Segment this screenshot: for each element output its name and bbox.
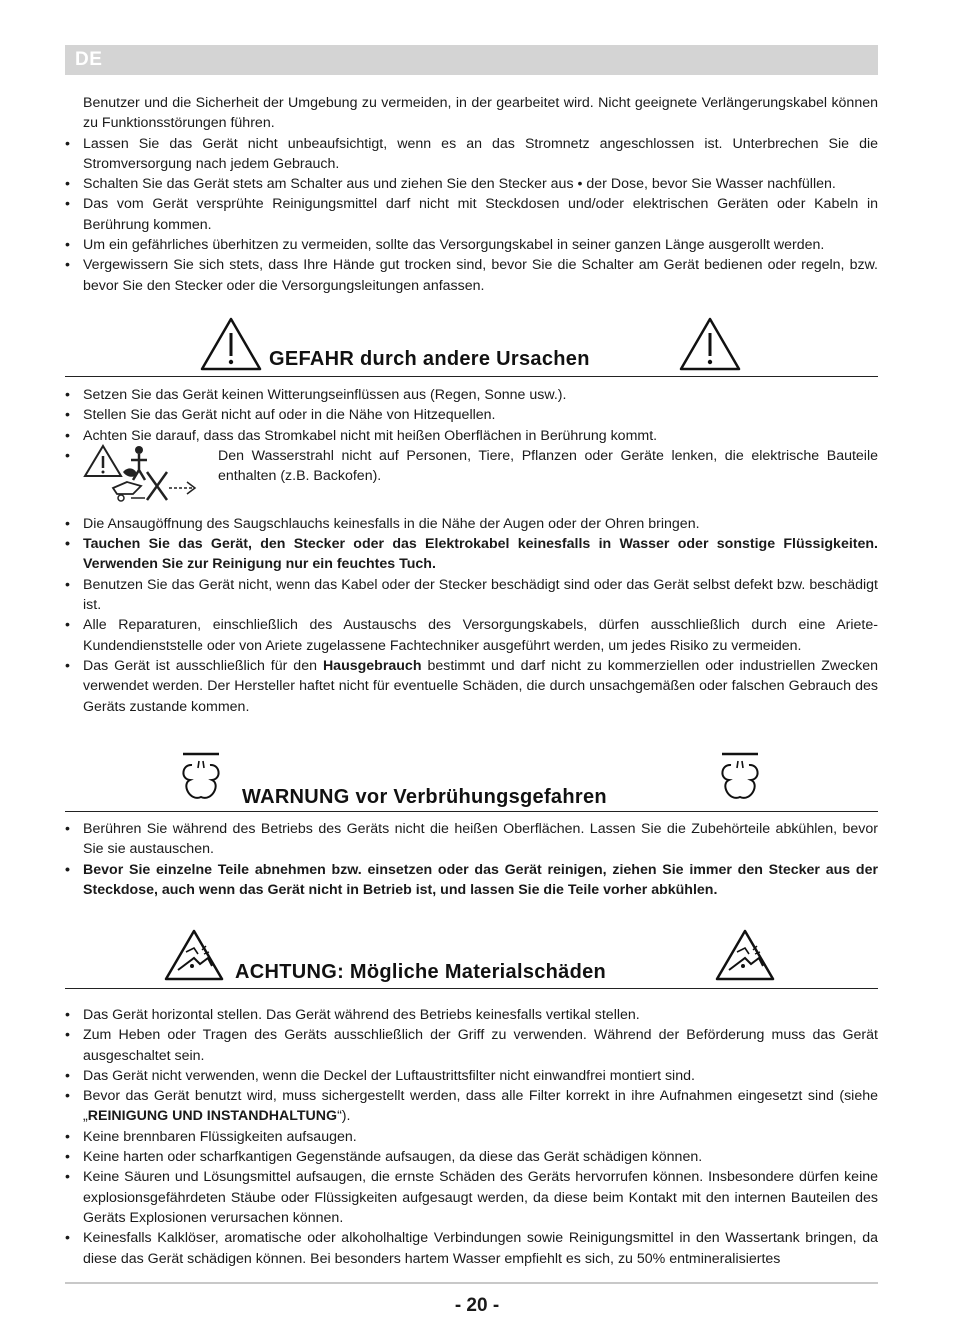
section-heading-material-damage xyxy=(65,925,878,989)
list-item: • Lassen Sie das Gerät nicht unbeaufsichtigt, wenn es an das Stromnetz angeschlossen ist. Unterbrechen Sie die Stromversorgung nach jedem Gebrauch. xyxy=(65,134,878,175)
page-number: - 20 - xyxy=(454,1295,500,1316)
section-heading-scald-warning xyxy=(65,748,878,812)
list-item: • Keinesfalls Kalklöser, aromatische oder alkoholhaltige Verbindungen sowie Reinigungsmittel in den Wassertank bringen, da diese das Gerät schädigen können. Bei besonders hartem Wasser empfiehlt es sich, zu 50% entmineralisiertes xyxy=(65,1228,878,1269)
danger-list-a xyxy=(65,385,878,717)
list-item: • Berühren Sie während des Betriebs des Geräts nicht die heißen Oberflächen. Lassen Sie die Zubehörteile abkühlen, bevor Sie sie austauschen. xyxy=(65,819,878,860)
warning-triangle-icon xyxy=(199,316,263,372)
list-item: • Keine brennbaren Flüssigkeiten aufsaugen. xyxy=(65,1127,878,1147)
list-item: • Stellen Sie das Gerät nicht auf oder in die Nähe von Hitzequellen. xyxy=(65,405,878,425)
material-damage-warning-icon xyxy=(715,928,775,982)
section-heading-danger xyxy=(65,312,878,377)
scald-section-body xyxy=(65,819,878,900)
list-item: • Achten Sie darauf, dass das Stromkabel nicht mit heißen Oberflächen in Berührung kommt. xyxy=(65,426,878,446)
section-title: GEFAHR durch andere Ursachen xyxy=(269,348,590,370)
intro-section xyxy=(65,93,878,296)
icon-item-text: • Den Wasserstrahl nicht auf Personen, Tiere, Pflanzen oder Geräte lenken, die elektrische Bauteile enthalten (z.B. Backofen). xyxy=(218,447,878,485)
list-item: • Alle Reparaturen, einschließlich des Austauschs des Versorgungskabels, dürfen ausschließlich durch eine Ariete-Kundendienststelle oder von Ariete zugelassene Fachtechniker ausgeführt werden, um jedes Risiko zu vermeiden. xyxy=(65,615,878,656)
hot-surface-steam-icon xyxy=(177,751,225,805)
list-item-with-icon xyxy=(65,446,878,514)
section-title: WARNUNG vor Verbrühungsgefahren xyxy=(242,786,607,808)
text-run: Bevor das Gerät benutzt wird, muss sichergestellt werden, dass alle Filter korrekt in ihre Aufnahmen eingesetzt sind (siehe „ xyxy=(83,1088,878,1125)
list-item: • Setzen Sie das Gerät keinen Witterungseinflüssen aus (Regen, Sonne usw.). xyxy=(65,385,878,405)
no-spray-on-people-icon xyxy=(83,442,203,506)
list-item-bold: • Tauchen Sie das Gerät, den Stecker oder das Elektrokabel keinesfalls in Wasser oder sonstige Flüssigkeiten. Verwenden Sie zur Reinigung nur ein feuchtes Tuch. xyxy=(65,534,878,575)
material-damage-list xyxy=(65,1005,878,1269)
intro-list xyxy=(65,134,878,296)
material-damage-section-body xyxy=(65,1005,878,1269)
list-item: • Das vom Gerät versprühte Reinigungsmittel darf nicht mit Steckdosen und/oder elektrischen Geräten oder Kabeln in Berührung kommen. xyxy=(65,194,878,235)
danger-section-body xyxy=(65,385,878,717)
continuation-paragraph: Benutzer und die Sicherheit der Umgebung zu vermeiden, in der gearbeitet wird. Nicht geeignete Verlängerungskabel können zu Funktionsstörungen führen. xyxy=(83,95,878,132)
list-item: • Um ein gefährliches überhitzen zu vermeiden, sollte das Versorgungskabel in seiner ganzen Länge ausgerollt werden. xyxy=(65,235,878,255)
list-item xyxy=(65,656,878,717)
list-item: • Die Ansaugöffnung des Saugschlauchs keinesfalls in die Nähe der Augen oder der Ohren bringen. xyxy=(65,514,878,534)
list-item: • Vergewissern Sie sich stets, dass Ihre Hände gut trocken sind, bevor Sie die Schalter am Gerät bedienen oder regeln, bzw. bevor Sie den Stecker oder die Versorgungsleitungen anfassen. xyxy=(65,255,878,296)
list-item-bold: • Bevor Sie einzelne Teile abnehmen bzw. einsetzen oder das Gerät reinigen, ziehen Sie immer den Stecker aus der Steckdose, auch wenn das Gerät nicht in Betrieb ist, und lassen Sie die Teile vorher abkühlen. xyxy=(65,860,878,901)
footer-divider xyxy=(65,1282,878,1284)
warning-triangle-icon xyxy=(678,316,742,372)
section-title: ACHTUNG: Mögliche Materialschäden xyxy=(235,961,607,983)
text-run-bold: REINIGUNG UND INSTANDHALTUNG xyxy=(87,1108,338,1125)
material-damage-warning-icon xyxy=(164,928,224,982)
language-code: DE xyxy=(75,49,103,70)
text-run-bold: Hausgebrauch xyxy=(322,657,422,674)
list-item: • Das Gerät horizontal stellen. Das Gerät während des Betriebs keinesfalls vertikal stellen. xyxy=(65,1005,878,1025)
list-item: • Benutzen Sie das Gerät nicht, wenn das Kabel oder der Stecker beschädigt sind oder das Gerät selbst defekt bzw. beschädigt ist. xyxy=(65,575,878,616)
text-run: Das Gerät ist ausschließlich für den xyxy=(83,657,323,674)
list-item: • Zum Heben oder Tragen des Geräts ausschließlich der Griff zu verwenden. Während der Beförderung muss das Gerät ausgeschaltet sein. xyxy=(65,1025,878,1066)
list-item: • Schalten Sie das Gerät stets am Schalter aus und ziehen Sie den Stecker aus • der Dose, bevor Sie Wasser nachfüllen. xyxy=(65,174,878,194)
list-item: • Keine harten oder scharfkantigen Gegenstände aufsaugen, da diese das Gerät schädigen können. xyxy=(65,1147,878,1167)
language-header-bar xyxy=(65,45,878,75)
text-run: bestimmt und darf nicht zu kommerziellen oder industriellen Zwecken verwendet werden. Der Hersteller haftet nicht für eventuelle Schäden, die durch unsachgemäßen oder falschen Gebrauch des Geräts zustande kommen. xyxy=(83,657,878,715)
list-item xyxy=(65,1086,878,1127)
scald-list xyxy=(65,819,878,900)
list-item: • Keine Säuren und Lösungsmittel aufsaugen, die ernste Schäden des Geräts hervorrufen können. Insbesondere dürfen keine explosionsgefährdeten Stäube oder Flüssigkeiten aufgesaugt werden, da diese beim Kontakt mit den internen Bauteilen des Geräts Explosionen verursachen können. xyxy=(65,1167,878,1228)
list-item: • Das Gerät nicht verwenden, wenn die Deckel der Luftaustrittsfilter nicht einwandfrei montiert sind. xyxy=(65,1066,878,1086)
hot-surface-steam-icon xyxy=(716,751,764,805)
text-run: “). xyxy=(337,1108,351,1125)
